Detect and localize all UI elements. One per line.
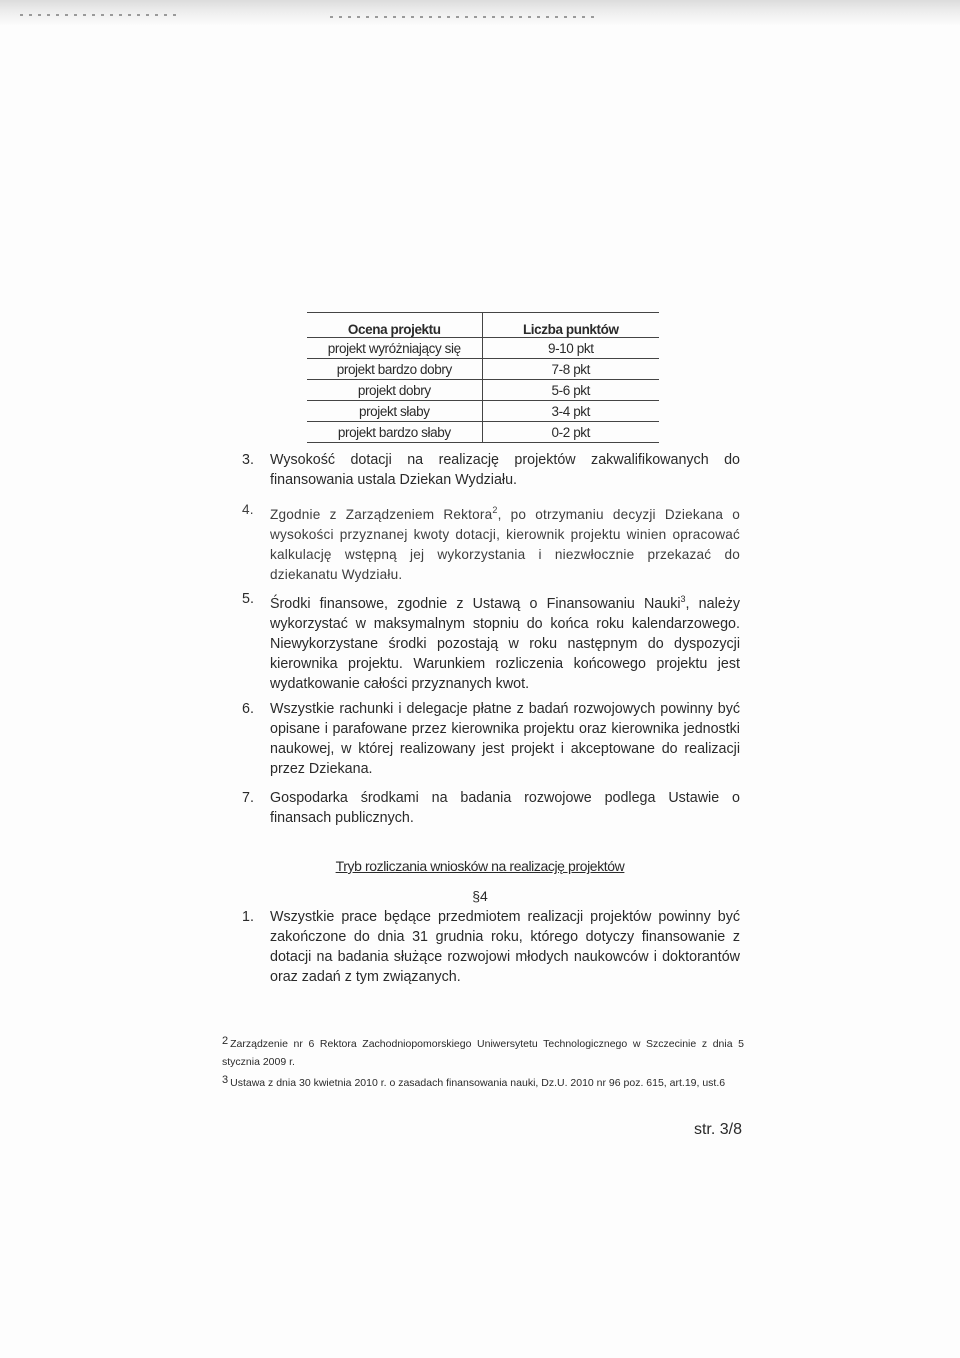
table-cell: 3-4 pkt <box>482 401 659 422</box>
footnote-number: 2 <box>222 1035 229 1047</box>
table-cell: 0-2 pkt <box>482 422 659 443</box>
item-line: finansowania ustala Dziekan Wydziału. <box>270 472 518 488</box>
item-text-part: , należy wykorzystać w maksymalnym stopniu do końca roku kalendarzowego. Niewykorzystane środki pozostają w roku następnym do dyspozycji kierownika projektu. Warunkiem rozliczenia końcowego projektu jest wydatkowanie całości przyznanych kwot. <box>270 596 740 692</box>
item-text <box>270 500 740 585</box>
footnote-text: Ustawa z dnia 30 kwietnia 2010 r. o zasadach finansowania nauki, Dz.U. 2010 nr 96 poz. 615, art.19, ust.6 <box>230 1077 726 1089</box>
item-number: 7. <box>242 790 254 806</box>
table-row <box>307 401 659 422</box>
footnote <box>222 1032 744 1071</box>
item-text-part: Środki finansowe, zgodnie z Ustawą o Finansowaniu Nauki <box>270 596 681 612</box>
section-heading <box>0 858 960 874</box>
table-row <box>307 338 659 359</box>
item-text: Gospodarka środkami na badania rozwojowe podlega Ustawie o finansach publicznych. <box>270 790 740 826</box>
table-cell: projekt wyróżniający się <box>307 338 482 359</box>
table-cell: 9-10 pkt <box>482 338 659 359</box>
table-cell: 5-6 pkt <box>482 380 659 401</box>
item-number: 3. <box>242 452 254 468</box>
table-row <box>307 359 659 380</box>
item-number: 5. <box>242 591 254 607</box>
table-cell: projekt dobry <box>307 380 482 401</box>
item-text-part: Zgodnie z Zarządzeniem Rektora <box>270 507 493 522</box>
table-header-row <box>307 313 659 338</box>
score-table <box>307 312 659 443</box>
page-number: str. 3/8 <box>693 1121 742 1138</box>
footnote-text: Zarządzenie nr 6 Rektora Zachodniopomorskiego Uniwersytetu Technologicznego w Szczecinie z dnia 5 stycznia 2009 r. <box>222 1038 744 1068</box>
paragraph-sign: §4 <box>472 888 488 904</box>
item-text: Wszystkie prace będące przedmiotem realizacji projektów powinny być zakończone do dnia 31 grudnia roku, którego dotyczy finansowanie z dotacji na badania służące rozwojowi młodych naukowców i doktorantów oraz zadań z tym związanych. <box>270 909 740 985</box>
table-cell: projekt bardzo słaby <box>307 422 482 443</box>
footnote-ref: 2 <box>492 505 498 515</box>
table-cell: projekt słaby <box>307 401 482 422</box>
table-row <box>307 422 659 443</box>
item-number: 4. <box>242 502 254 517</box>
item-line: Wysokość dotacji na realizację projektów zakwalifikowanych do <box>270 452 740 468</box>
table-header-cell: Ocena projektu <box>307 313 482 338</box>
scan-edge <box>0 0 960 26</box>
item-text <box>270 450 740 490</box>
table-header-cell: Liczba punktów <box>482 313 659 338</box>
item-number: 6. <box>242 701 254 717</box>
item-number: 1. <box>242 909 254 925</box>
scan-artifact <box>330 16 600 18</box>
item-text <box>270 589 740 694</box>
footnote-ref: 3 <box>680 594 686 604</box>
table-row <box>307 380 659 401</box>
table-cell: 7-8 pkt <box>482 359 659 380</box>
scan-artifact <box>20 14 180 16</box>
footnote-number: 3 <box>222 1074 229 1086</box>
item-text: Wszystkie rachunki i delegacje płatne z badań rozwojowych powinny być opisane i parafowane przez kierownika projektu oraz kierownika jednostki naukowej, w której realizowany jest projekt i akceptowane do realizacji przez Dziekana. <box>270 701 740 777</box>
section-heading-text: Tryb rozliczania wniosków na realizację projektów <box>335 858 625 874</box>
footnote <box>222 1071 744 1092</box>
item-text-part: , po otrzymaniu decyzji Dziekana o wysokości przyznanej kwoty dotacji, kierownik projektu winien opracować kalkulację wstępną jej wykorzystania i niezwłocznie przekazać do dziekanatu Wydziału. <box>270 507 740 582</box>
table-cell: projekt bardzo dobry <box>307 359 482 380</box>
